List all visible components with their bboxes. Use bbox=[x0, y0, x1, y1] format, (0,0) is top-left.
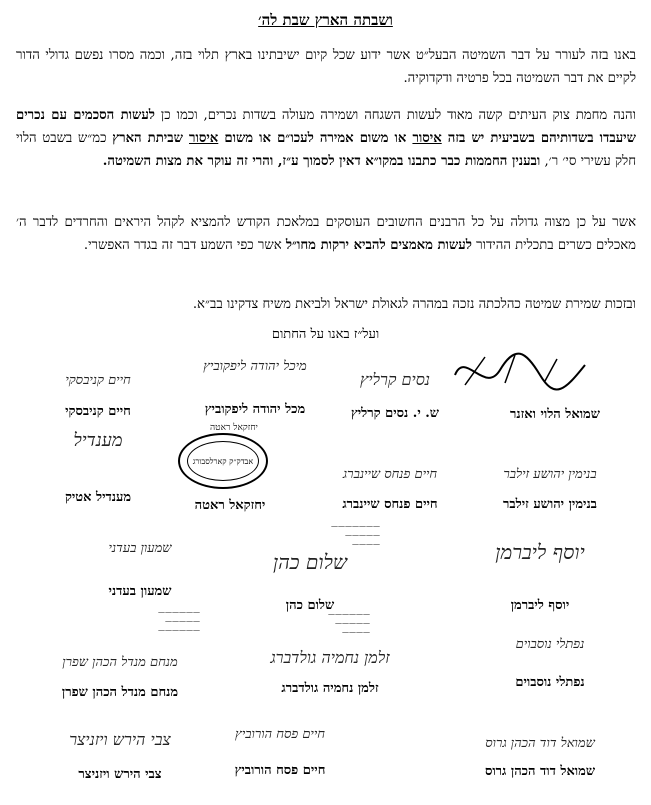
signature-name: מנחם מנדל הכהן שפרן bbox=[61, 685, 179, 700]
signature-lieberman bbox=[460, 540, 620, 613]
signature-scribble: חיים פסח הורוביץ bbox=[235, 727, 325, 742]
signature-horowitz bbox=[200, 726, 360, 778]
signature-nussbaum bbox=[470, 636, 630, 690]
signature-scheinberg bbox=[310, 466, 470, 512]
signature-intro: ועל״ז באנו על החתום bbox=[271, 327, 380, 342]
signature-stamp-lines: —————— ————— —————— bbox=[158, 608, 200, 634]
signature-stamp-lines: —————— ————— ———— bbox=[328, 610, 370, 636]
signature-name: מענדיל אטיק bbox=[64, 490, 132, 505]
p2-bold-b: לעשות הסכמים עם נכרים שיעבדו בשדותיהם בשביעית יש בזה bbox=[16, 108, 636, 146]
p2-text-g: כמ״ש בשבט הלוי חלק עשירי סי׳ ר׳, bbox=[16, 131, 636, 169]
paragraph-blessing: ובזכות שמירת שמיטה כהלכתה נזכה במהרה לגאולת ישראל ולביאת משיח צדקינו בב״א. bbox=[192, 297, 636, 312]
signature-scribble: חיים קניבסקי bbox=[65, 373, 131, 388]
signature-name: שלום כהן bbox=[285, 598, 335, 613]
seal-text: אבדק״ק קארלסבורג bbox=[192, 456, 254, 466]
signature-name: שמואל הלוי ואזנר bbox=[510, 407, 600, 422]
signature-name: חיים פסח הורוביץ bbox=[234, 763, 326, 778]
rabbinical-seal bbox=[178, 433, 268, 489]
signature-stamp-lines: ——————— ————— ———— bbox=[331, 522, 380, 548]
signature-wiznitzer bbox=[40, 730, 200, 782]
signature-kanievsky bbox=[18, 372, 178, 419]
signature-name: שמעון בעדני bbox=[108, 584, 172, 599]
signature-scribble: מיכל יהודה ליפקוביץ bbox=[203, 359, 307, 374]
p2-underlined-c: איסור bbox=[412, 131, 442, 146]
signature-atik bbox=[18, 430, 178, 505]
seal-caption: יחזקאל ראטה bbox=[210, 423, 258, 433]
signature-name: חיים קניבסקי bbox=[65, 404, 131, 419]
signature-name: צבי הירש ויזניצר bbox=[78, 767, 162, 782]
signature-name: חיים פנחס שיינברג bbox=[342, 497, 438, 512]
document-title: ושבתה הארץ שבת לה׳ bbox=[258, 11, 393, 29]
p3-bold-b: לעשות מאמצים להביא ירקות מחו״ל bbox=[285, 238, 472, 253]
paragraph-problem bbox=[16, 104, 636, 173]
signature-scribble: נסים קרליץ bbox=[359, 370, 430, 389]
signature-wosner bbox=[475, 406, 635, 422]
signature-goldberg bbox=[250, 648, 410, 696]
signature-cohen bbox=[230, 550, 390, 613]
signature-name: נפתלי נוסבוים bbox=[515, 675, 585, 690]
signature-name: יוסף ליברמן bbox=[510, 598, 570, 613]
p2-bold-d: או משום אמירה לעכו״ם או משום bbox=[218, 131, 413, 146]
signature-name: זלמן נחמיה גולדברג bbox=[281, 681, 379, 696]
signature-scribble: נפתלי נוסבוים bbox=[515, 637, 585, 652]
signature-name: ש. י. נסים קרליץ bbox=[351, 406, 439, 421]
p3-text-a: אשר על כן מצוה גדולה על כל הרבנים החשובים העוסקים במלאכת הקודש להמציא לקהל היראים והחרדים לדבר ה׳ מאכלים כשרים בתכלית ההידור bbox=[16, 215, 636, 253]
p2-bold-h: ובענין החממות כבר כתבנו במקו״א דאין לסמוך ע״ז, והרי זה עוקר את מצות השמיטה. bbox=[102, 154, 541, 169]
signature-scribble: צבי הירש ויזניצר bbox=[69, 730, 171, 749]
p2-underlined-e: איסור bbox=[189, 131, 219, 146]
signature-scribble: שמעון בעדני bbox=[108, 541, 172, 556]
p2-bold-f: שביתת הארץ bbox=[112, 131, 189, 146]
signature-scribble: מנחם מנדל הכהן שפרן bbox=[62, 655, 178, 670]
signature-scribble: מענדיל bbox=[73, 430, 123, 451]
signature-silver bbox=[470, 466, 630, 512]
signature-name: שמואל דוד הכהן גרוס bbox=[484, 764, 596, 779]
signature-karelitz bbox=[315, 370, 475, 421]
signature-scribble: יוסף ליברמן bbox=[495, 540, 585, 564]
signature-gross bbox=[460, 735, 620, 779]
signature-shafran bbox=[40, 654, 200, 700]
signature-scribble: זלמן נחמיה גולדברג bbox=[270, 648, 390, 667]
signature-name: יחזקאל ראטה bbox=[194, 498, 266, 513]
signature-scribble: שלום כהן bbox=[272, 550, 348, 574]
p2-text-a: והנה מחמת צוק העיתים קשה מאוד לעשות השגחה ושמירה מעולה בשדות נכרים, וכמו כן bbox=[154, 108, 636, 123]
seal-inner bbox=[187, 441, 259, 481]
p3-text-c: אשר כפי השמע דבר זה בגדר האפשרי. bbox=[83, 238, 286, 253]
signature-name: בנימין יהושע זילבר bbox=[503, 497, 597, 512]
paragraph-intro: באנו בזה לעורר על דבר השמיטה הבעל״ט אשר ידוע שכל קיום ישיבתינו בארץ תלוי בזה, וכמה מסרו נפשם גדולי הדור לקיים את דבר השמיטה בכל פרטיה ודקדוקיה. bbox=[16, 48, 636, 86]
signature-scribble: חיים פנחס שיינברג bbox=[342, 467, 438, 482]
signature-name: מכל יהודה ליפקוביץ bbox=[204, 402, 306, 417]
signature-badani bbox=[60, 540, 220, 599]
signature-scribble: שמואל דוד הכהן גרוס bbox=[485, 736, 595, 751]
signature-lefkowitz bbox=[175, 358, 335, 417]
paragraph-call bbox=[16, 211, 636, 257]
signature-scribble: בנימין יהושע זילבר bbox=[503, 467, 597, 482]
